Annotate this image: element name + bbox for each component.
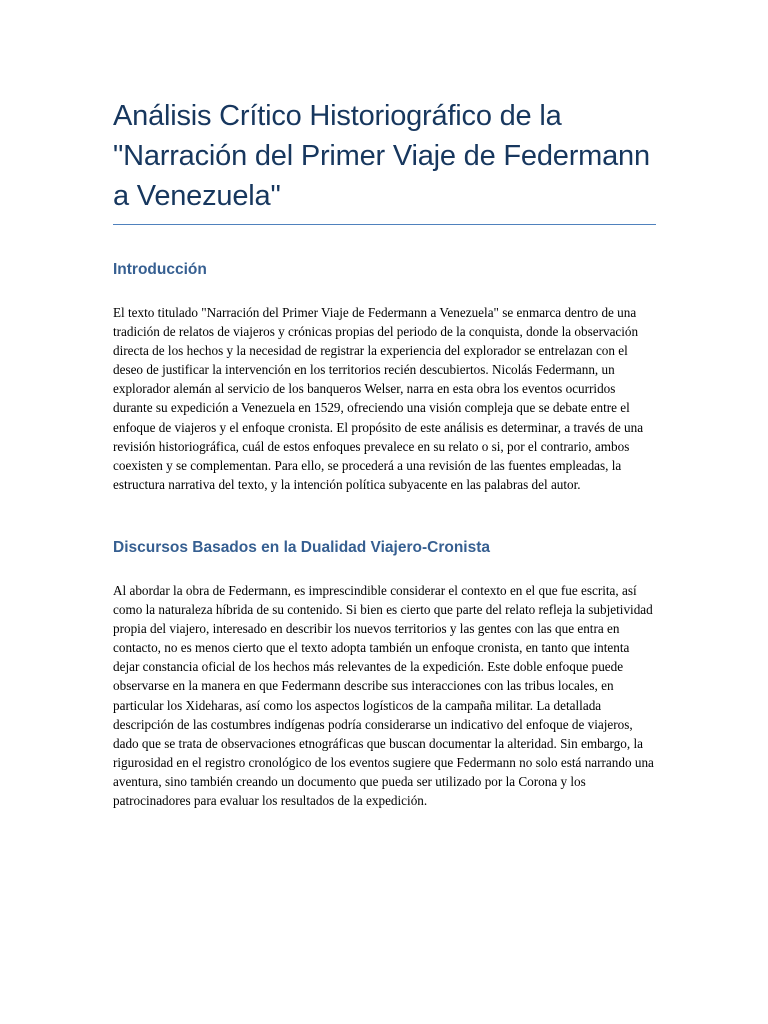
- section-heading-discursos: Discursos Basados en la Dualidad Viajero-Cronista: [113, 538, 491, 556]
- document-page: [113, 96, 656, 810]
- section-paragraph-discursos: Al abordar la obra de Federmann, es imprescindible considerar el contexto en el que fue escrita, así como la naturaleza híbrida de su contenido. Si bien es cierto que parte del relato refleja la subjetividad propia del viajero, interesado en describir los nuevos territorios y las gentes con las que entra en contacto, no es menos cierto que el texto adopta también un enfoque cronista, en tanto que intenta dejar constancia oficial de los hechos más relevantes de la expedición. Este doble enfoque puede observarse en la manera en que Federmann describe sus interacciones con las tribus locales, en particular los Xideharas, así como los aspectos logísticos de la campaña militar. La detallada descripción de las costumbres indígenas podría considerarse un indicativo del enfoque de viajeros, dado que se trata de observaciones etnográficas que buscan documentar la alteridad. Sin embargo, la rigurosidad en el registro cronológico de los eventos sugiere que Federmann no solo está narrando una aventura, sino también creando un documento que pueda ser utilizado por la Corona y los patrocinadores para evaluar los resultados de la expedición.: [113, 582, 654, 808]
- title-divider: [113, 224, 656, 225]
- section-paragraph-introduccion: El texto titulado "Narración del Primer Viaje de Federmann a Venezuela" se enmarca dentro de una tradición de relatos de viajeros y crónicas propias del periodo de la conquista, donde la observación directa de los hechos y la necesidad de registrar la experiencia del explorador se entrelazan con el deseo de justificar la intervención en los territorios recién descubiertos. Nicolás Federmann, un explorador alemán al servicio de los banqueros Welser, narra en esta obra los eventos ocurridos durante su expedición a Venezuela en 1529, ofreciendo una visión compleja que se debate entre el enfoque de viajeros y el enfoque cronista. El propósito de este análisis es determinar, a través de una revisión historiográfica, cuál de estos enfoques prevalece en su relato o si, por el contrario, ambos coexisten y se complementan. Para ello, se procederá a una revisión de las fuentes empleadas, la estructura narrativa del texto, y la intención política subyacente en las palabras del autor.: [113, 305, 644, 492]
- document-title: Análisis Crítico Historiográfico de la "Narración del Primer Viaje de Federmann a Venezuela": [113, 100, 650, 212]
- section-heading-introduccion: Introducción: [113, 261, 207, 278]
